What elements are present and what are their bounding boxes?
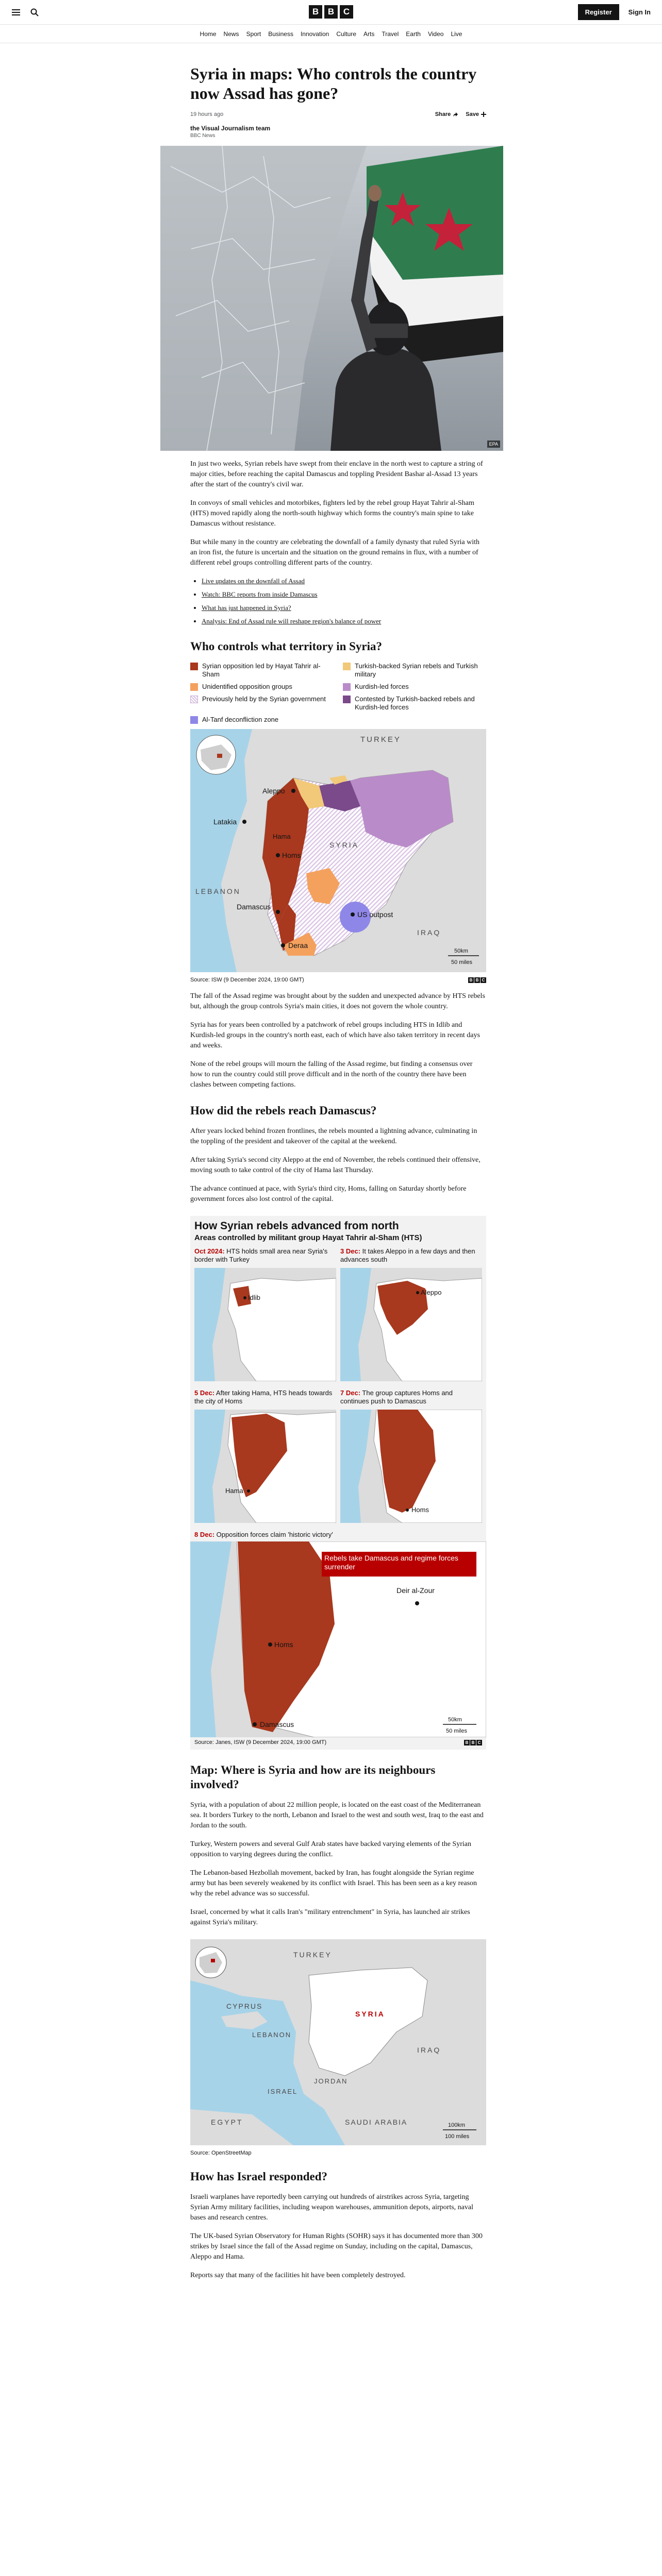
nav-culture[interactable]: Culture xyxy=(336,30,357,38)
section-heading: Who controls what territory in Syria? xyxy=(190,640,383,653)
label-syria: SYRIA xyxy=(355,2010,385,2018)
label-cyprus: CYPRUS xyxy=(226,2002,263,2010)
bbc-mini-logo xyxy=(468,977,486,983)
label-homs: Homs xyxy=(282,851,301,859)
body-paragraph: Syria, with a population of about 22 million people, is located on the east coast of the Mediterranean sea. It borders Turkey to the north, Lebanon and Israel to the west and south west, Iraq to the east and Jordan to the south. xyxy=(190,1801,484,1829)
city-label: Idlib xyxy=(248,1294,260,1301)
label-turkey: TURKEY xyxy=(293,1951,332,1959)
step-map xyxy=(194,1268,336,1381)
body-paragraph: The UK-based Syrian Observatory for Human Rights (SOHR) says it has documented more than 300 strikes by Israel since the fall of the Assad regime on Sunday, including on the capital, Damascus, Aleppo and Hama. xyxy=(190,2232,483,2261)
logo-letter: C xyxy=(476,1740,482,1745)
body-paragraph: Turkey, Western powers and several Gulf Arab states have backed varying elements of the Syrian opposition to varying degrees during the conflict. xyxy=(190,1840,471,1858)
step-caption xyxy=(340,1247,482,1266)
legend-item xyxy=(343,683,486,691)
author-role: BBC News xyxy=(190,133,216,139)
panel-subtitle: Areas controlled by militant group Hayat Tahrir al-Sham (HTS) xyxy=(194,1233,422,1242)
save-label: Save xyxy=(466,111,479,117)
bbc-mini-logo xyxy=(464,1740,482,1745)
logo-letter: B xyxy=(474,977,480,983)
step-date: 5 Dec: xyxy=(194,1389,215,1397)
nav-travel[interactable]: Travel xyxy=(382,30,399,38)
scale-mi: 100 miles xyxy=(445,2133,470,2140)
nav-innovation[interactable]: Innovation xyxy=(300,30,329,38)
legend-item xyxy=(190,662,334,679)
step-caption xyxy=(194,1247,336,1266)
label-iraq: IRAQ xyxy=(417,928,441,937)
legend-item xyxy=(190,716,334,724)
legend-label: Previously held by the Syrian government xyxy=(202,695,326,703)
map-source-row xyxy=(190,2150,486,2156)
legend-swatch xyxy=(190,696,198,703)
body-paragraph: Syria has for years been controlled by a patchwork of rebel groups including HTS in Idlib and Kurdish-led groups in the country's north east, each of which have also taken territory in recent days and weeks. xyxy=(190,1021,480,1049)
hero-image xyxy=(160,146,503,451)
legend-swatch xyxy=(190,663,198,670)
control-map xyxy=(190,729,486,983)
panel-title: How Syrian rebels advanced from north xyxy=(194,1220,399,1232)
share-icon xyxy=(453,112,458,117)
logo-letter: B xyxy=(470,1740,476,1745)
publish-time: 19 hours ago xyxy=(190,111,224,117)
label-us-outpost: US outpost xyxy=(357,910,393,919)
panel-source: Source: Janes, ISW (9 December 2024, 19:00 GMT) xyxy=(194,1739,327,1745)
logo-letter: B xyxy=(468,977,474,983)
legend-swatch xyxy=(343,663,351,670)
plus-icon xyxy=(481,112,486,117)
body-paragraph: Israeli warplanes have reportedly been carrying out hundreds of airstrikes across Syria, targeting Syrian Army military facilities, including weapon warehouses, ammunition depots, airports, naval bases and research centres. xyxy=(190,2193,473,2222)
logo-letter: C xyxy=(340,5,353,19)
nav-live[interactable]: Live xyxy=(451,30,462,38)
map-source: Source: OpenStreetMap xyxy=(190,2150,252,2156)
advance-step xyxy=(194,1247,336,1384)
article-meta xyxy=(190,111,486,117)
step-map xyxy=(194,1410,336,1523)
legend-swatch xyxy=(190,683,198,691)
final-caption xyxy=(190,1531,486,1538)
label-deraa: Deraa xyxy=(288,941,308,950)
intro-paragraph: But while many in the country are celebrating the downfall of a family dynasty that ruled Syria with an iron fist, the future is uncertain and the situation on the ground remains in flux, with a number of different rebel groups controlling different parts of the country. xyxy=(190,538,480,567)
scale-km: 100km xyxy=(448,2122,466,2128)
related-link-item xyxy=(202,577,486,586)
nav-home[interactable]: Home xyxy=(200,30,217,38)
article-title: Syria in maps: Who controls the country now Assad has gone? xyxy=(190,64,477,103)
bbc-logo[interactable] xyxy=(309,5,353,19)
legend-item xyxy=(343,695,486,711)
advance-panel xyxy=(190,1216,486,1750)
label-egypt: EGYPT xyxy=(211,2118,243,2126)
final-date: 8 Dec: xyxy=(194,1531,215,1538)
city-label: Aleppo xyxy=(421,1289,442,1296)
related-link-item xyxy=(202,590,486,599)
legend-label: Unidentified opposition groups xyxy=(202,683,292,690)
advance-step xyxy=(194,1389,336,1526)
legend-label: Syrian opposition led by Hayat Tahrir al-Sham xyxy=(202,662,321,678)
body-paragraph: The advance continued at pace, with Syria's third city, Homs, falling on Saturday shortly before government forces also lost control of the capital. xyxy=(190,1185,467,1203)
legend-label: Al-Tanf deconfliction zone xyxy=(202,716,279,723)
related-link[interactable]: Live updates on the downfall of Assad xyxy=(202,577,305,585)
hero-credit: EPA xyxy=(487,440,500,448)
body-paragraph: None of the rebel groups will mourn the falling of the Assad regime, but finding a consensus over how to run the country could still prove difficult and in the north of the country there have been clashes between competing factions. xyxy=(190,1060,473,1089)
hero-photo-illustration xyxy=(160,146,503,451)
body-paragraph: Reports say that many of the facilities hit have been completely destroyed. xyxy=(190,2272,406,2279)
related-links xyxy=(202,577,486,626)
main-nav xyxy=(0,25,662,43)
legend-swatch xyxy=(190,716,198,724)
scale-mi: 50 miles xyxy=(451,959,472,965)
step-caption xyxy=(340,1389,482,1408)
step-date: 3 Dec: xyxy=(340,1247,361,1255)
legend-swatch xyxy=(343,696,351,703)
body-paragraph: After taking Syria's second city Aleppo at the end of November, the rebels continued their offensive, moving south to take control of the city of Hama last Thursday. xyxy=(190,1156,481,1174)
step-text: It takes Aleppo in a few days and then advances south xyxy=(340,1247,475,1263)
legend-label: Turkish-backed Syrian rebels and Turkish military xyxy=(355,662,478,678)
label-lebanon: LEBANON xyxy=(252,2031,292,2039)
legend-label: Kurdish-led forces xyxy=(355,683,409,690)
label-hama: Hama xyxy=(273,833,291,840)
related-link-item xyxy=(202,603,486,613)
legend-swatch xyxy=(343,683,351,691)
legend-label: Contested by Turkish-backed rebels and Kurdish-led forces xyxy=(355,695,475,711)
article xyxy=(0,64,662,2281)
final-label-homs: Homs xyxy=(274,1640,293,1649)
share-button[interactable] xyxy=(435,111,459,117)
logo-letter: C xyxy=(481,977,486,983)
related-link[interactable]: Watch: BBC reports from inside Damascus xyxy=(202,590,318,598)
label-jordan: JORDAN xyxy=(314,2077,348,2085)
register-button[interactable]: Register xyxy=(578,4,619,20)
logo-letter: B xyxy=(309,5,322,19)
city-label: Hama xyxy=(225,1487,243,1495)
section-heading: Map: Where is Syria and how are its neighbours involved? xyxy=(190,1764,436,1791)
step-caption xyxy=(194,1389,336,1408)
control-legend xyxy=(190,662,486,724)
scale-mi: 50 miles xyxy=(446,1728,467,1734)
advance-grid xyxy=(190,1247,486,1526)
section-heading: How has Israel responded? xyxy=(190,2170,328,2183)
nav-arts[interactable]: Arts xyxy=(363,30,375,38)
final-label-damascus: Damascus xyxy=(260,1720,294,1728)
related-link[interactable]: Analysis: End of Assad rule will reshape region's balance of power xyxy=(202,617,382,625)
nav-news[interactable]: News xyxy=(223,30,239,38)
share-label: Share xyxy=(435,111,451,117)
advance-step xyxy=(340,1389,482,1526)
nav-earth[interactable]: Earth xyxy=(406,30,421,38)
section-heading: How did the rebels reach Damascus? xyxy=(190,1104,377,1117)
intro-paragraph: In just two weeks, Syrian rebels have swept from their enclave in the north west to capture a string of major cities, before reaching the capital Damascus and toppling President Bashar al-Assad 13 years after the start of the country's civil war. xyxy=(190,460,483,488)
step-map xyxy=(340,1268,482,1381)
label-latakia: Latakia xyxy=(213,818,237,826)
nav-business[interactable]: Business xyxy=(268,30,293,38)
scale-km: 50km xyxy=(454,948,468,954)
scale-km: 50km xyxy=(448,1717,462,1723)
final-map xyxy=(190,1541,486,1737)
body-paragraph: Israel, concerned by what it calls Iran's "military entrenchment" in Syria, has launched air strikes against Syria's military. xyxy=(190,1908,470,1926)
city-label: Homs xyxy=(411,1506,429,1514)
body-paragraph: After years locked behind frozen frontlines, the rebels mounted a lightning advance, culminating in the toppling of the president and takeover of the capital at the weekend. xyxy=(190,1127,477,1145)
logo-letter: B xyxy=(324,5,338,19)
body-paragraph: The fall of the Assad regime was brought about by the sudden and unexpected advance by HTS rebels but, although the group controls Syria's main cities, it does not govern the whole country. xyxy=(190,992,485,1010)
callout-text: Rebels take Damascus and regime forces surrender xyxy=(324,1554,458,1571)
intro-paragraph: In convoys of small vehicles and motorbikes, fighters led by the rebel group Hayat Tahrir al-Sham (HTS) moved rapidly along the north-south highway which forms the country's main spine to take Damascus without resistance. xyxy=(190,499,474,528)
step-text: HTS holds small area near Syria's border with Turkey xyxy=(194,1247,328,1263)
label-lebanon: LEBANON xyxy=(195,887,241,895)
final-label-deir: Deir al-Zour xyxy=(396,1586,435,1595)
map-source-row xyxy=(190,977,486,983)
region-map xyxy=(190,1939,486,2156)
label-damascus: Damascus xyxy=(237,903,271,911)
step-date: 7 Dec: xyxy=(340,1389,361,1397)
final-text: Opposition forces claim 'historic victory' xyxy=(214,1531,333,1538)
legend-item xyxy=(190,683,334,691)
related-link[interactable]: What has just happened in Syria? xyxy=(202,604,291,612)
legend-item xyxy=(343,662,486,679)
related-link-item xyxy=(202,617,486,626)
top-bar xyxy=(0,0,662,25)
label-turkey: TURKEY xyxy=(360,735,401,744)
menu-icon[interactable] xyxy=(11,8,21,17)
advance-step xyxy=(340,1247,482,1384)
logo-letter: B xyxy=(464,1740,470,1745)
step-map xyxy=(340,1410,482,1523)
nav-sport[interactable]: Sport xyxy=(246,30,261,38)
signin-button[interactable]: Sign In xyxy=(628,8,651,16)
author-name: the Visual Journalism team xyxy=(190,125,271,132)
label-aleppo: Aleppo xyxy=(262,787,285,795)
label-syria: SYRIA xyxy=(329,841,359,849)
step-text: The group captures Homs and continues push to Damascus xyxy=(340,1389,453,1405)
label-iraq: IRAQ xyxy=(417,2046,441,2054)
body-paragraph: The Lebanon-based Hezbollah movement, backed by Iran, has fought alongside the Syrian regime army but has been severely weakened by its conflict with Israel. This has been seen as a key reason why the rebel advance was so successful. xyxy=(190,1869,477,1897)
save-button[interactable] xyxy=(466,111,486,117)
map-source: Source: ISW (9 December 2024, 19:00 GMT) xyxy=(190,977,304,983)
step-date: Oct 2024: xyxy=(194,1247,225,1255)
legend-item xyxy=(190,695,334,711)
label-israel: ISRAEL xyxy=(268,2088,298,2095)
panel-source-row xyxy=(190,1739,486,1745)
nav-video[interactable]: Video xyxy=(427,30,444,38)
search-icon[interactable] xyxy=(30,8,39,17)
label-saudi: SAUDI ARABIA xyxy=(345,2118,408,2126)
step-text: After taking Hama, HTS heads towards the city of Homs xyxy=(194,1389,333,1405)
